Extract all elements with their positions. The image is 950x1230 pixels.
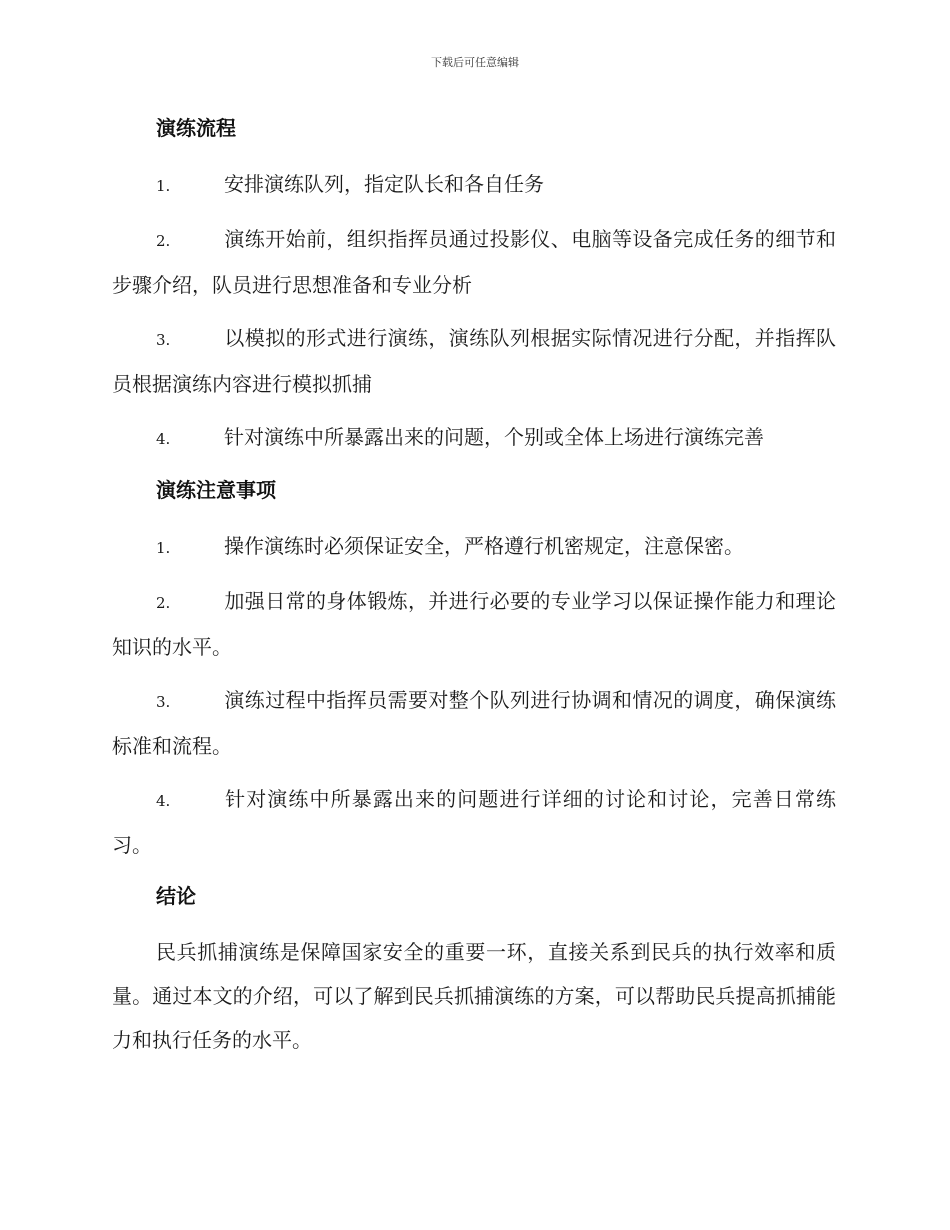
section-heading: 演练流程 [156, 116, 236, 140]
section-drill-process [112, 108, 836, 461]
list-item-text: 加强日常的身体锻炼，并进行必要的专业学习以保证操作能力和理论知识的水平。 [112, 589, 836, 659]
list-item-number: 3. [156, 331, 171, 349]
list-item-text: 以模拟的形式进行演练，演练队列根据实际情况进行分配，并指挥队员根据演练内容进行模拟抓捕 [112, 326, 836, 396]
page-header-note: 下载后可任意编辑 [431, 56, 519, 69]
section-conclusion [112, 876, 836, 1062]
list-item-number: 2. [156, 232, 171, 250]
list-item-text: 演练过程中指挥员需要对整个队列进行协调和情况的调度，确保演练标准和流程。 [112, 688, 836, 758]
section-heading: 演练注意事项 [156, 478, 276, 502]
list-item [112, 579, 836, 669]
section-drill-precautions [112, 470, 836, 867]
list-item [112, 415, 836, 461]
list-item [112, 217, 836, 307]
section-heading: 结论 [156, 884, 196, 908]
list-item [112, 162, 836, 208]
list-item-number: 4. [156, 792, 171, 810]
list-item [112, 524, 836, 570]
list-item [112, 678, 836, 768]
list-item-number: 1. [156, 539, 171, 557]
list-item [112, 316, 836, 406]
list-item-text: 针对演练中所暴露出来的问题，个别或全体上场进行演练完善 [224, 425, 764, 449]
conclusion-paragraph: 民兵抓捕演练是保障国家安全的重要一环，直接关系到民兵的执行效率和质量。通过本文的介绍，可以了解到民兵抓捕演练的方案，可以帮助民兵提高抓捕能力和执行任务的水平。 [112, 940, 836, 1052]
list-item-text: 操作演练时必须保证安全，严格遵行机密规定，注意保密。 [224, 534, 744, 558]
list-item-number: 4. [156, 430, 171, 448]
list-item-number: 1. [156, 177, 171, 195]
list-item-text: 安排演练队列，指定队长和各自任务 [224, 172, 544, 196]
list-item-text: 演练开始前，组织指挥员通过投影仪、电脑等设备完成任务的细节和步骤介绍，队员进行思想准备和专业分析 [112, 227, 836, 297]
list-item [112, 777, 836, 867]
list-item-number: 2. [156, 594, 171, 612]
list-item-text: 针对演练中所暴露出来的问题进行详细的讨论和讨论，完善日常练习。 [112, 787, 836, 857]
list-item-number: 3. [156, 693, 171, 711]
document-body [112, 108, 836, 1062]
